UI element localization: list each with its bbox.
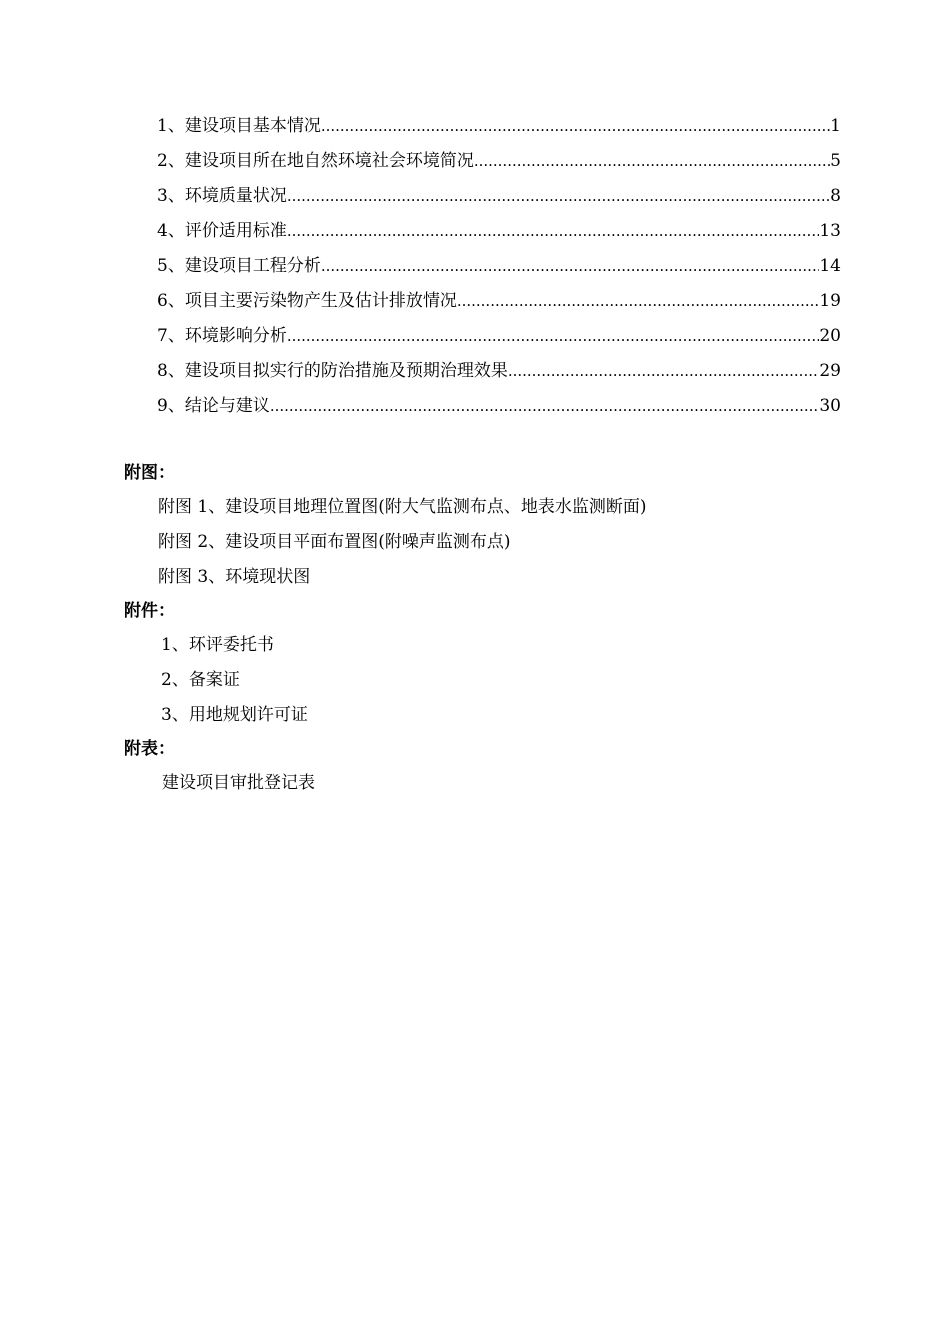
toc-entry-prevention-measures[interactable] <box>157 354 841 389</box>
attachments-heading: 附件： <box>124 601 175 621</box>
toc-dot-leader <box>270 389 820 424</box>
toc-entry-label: 7、环境影响分析 <box>157 326 287 346</box>
toc-entry-standards[interactable] <box>157 214 841 249</box>
toc-entry-environment-quality[interactable] <box>157 179 841 214</box>
figure-item: 附图 3、环境现状图 <box>158 567 311 587</box>
attachments-section <box>124 594 864 733</box>
toc-page-number: 14 <box>819 256 841 276</box>
toc-dot-leader <box>287 214 820 249</box>
figure-item: 附图 1、建设项目地理位置图(附大气监测布点、地表水监测断面) <box>158 497 647 517</box>
figures-heading: 附图： <box>124 463 175 483</box>
toc-page-number: 5 <box>830 151 841 171</box>
toc-entry-label: 9、结论与建议 <box>157 396 270 416</box>
toc-entry-label: 8、建设项目拟实行的防治措施及预期治理效果 <box>157 361 508 381</box>
toc-entry-label: 6、项目主要污染物产生及估计排放情况 <box>157 291 457 311</box>
attachment-item: 1、环评委托书 <box>161 635 274 655</box>
toc-dot-leader <box>457 284 820 319</box>
table-item: 建设项目审批登记表 <box>162 773 315 793</box>
figures-section <box>124 456 864 595</box>
toc-entry-label: 4、评价适用标准 <box>157 221 287 241</box>
tables-heading: 附表： <box>124 739 175 759</box>
toc-entry-label: 1、建设项目基本情况 <box>157 116 321 136</box>
toc-dot-leader <box>321 109 830 144</box>
toc-entry-engineering-analysis[interactable] <box>157 249 841 284</box>
toc-page-number: 8 <box>830 186 841 206</box>
figure-item: 附图 2、建设项目平面布置图(附噪声监测布点) <box>158 532 511 552</box>
toc-entry-impact-analysis[interactable] <box>157 319 841 354</box>
attachment-item: 2、备案证 <box>161 670 240 690</box>
toc-entry-environment-overview[interactable] <box>157 144 841 179</box>
toc-entry-conclusions[interactable] <box>157 389 841 424</box>
toc-entry-pollutants[interactable] <box>157 284 841 319</box>
toc-entry-basic-info[interactable] <box>157 109 841 144</box>
attachment-item: 3、用地规划许可证 <box>161 705 308 725</box>
toc-page-number: 1 <box>830 116 841 136</box>
toc-dot-leader <box>474 144 830 179</box>
toc-dot-leader <box>287 179 830 214</box>
toc-entry-label: 5、建设项目工程分析 <box>157 256 321 276</box>
table-of-contents <box>157 109 841 424</box>
tables-section <box>124 732 864 801</box>
toc-dot-leader <box>508 354 820 389</box>
toc-dot-leader <box>287 319 820 354</box>
toc-page-number: 30 <box>819 396 841 416</box>
toc-dot-leader <box>321 249 820 284</box>
toc-page-number: 19 <box>819 291 841 311</box>
toc-page-number: 13 <box>819 221 841 241</box>
toc-page-number: 29 <box>819 361 841 381</box>
toc-entry-label: 3、环境质量状况 <box>157 186 287 206</box>
toc-entry-label: 2、建设项目所在地自然环境社会环境简况 <box>157 151 474 171</box>
toc-page-number: 20 <box>819 326 841 346</box>
